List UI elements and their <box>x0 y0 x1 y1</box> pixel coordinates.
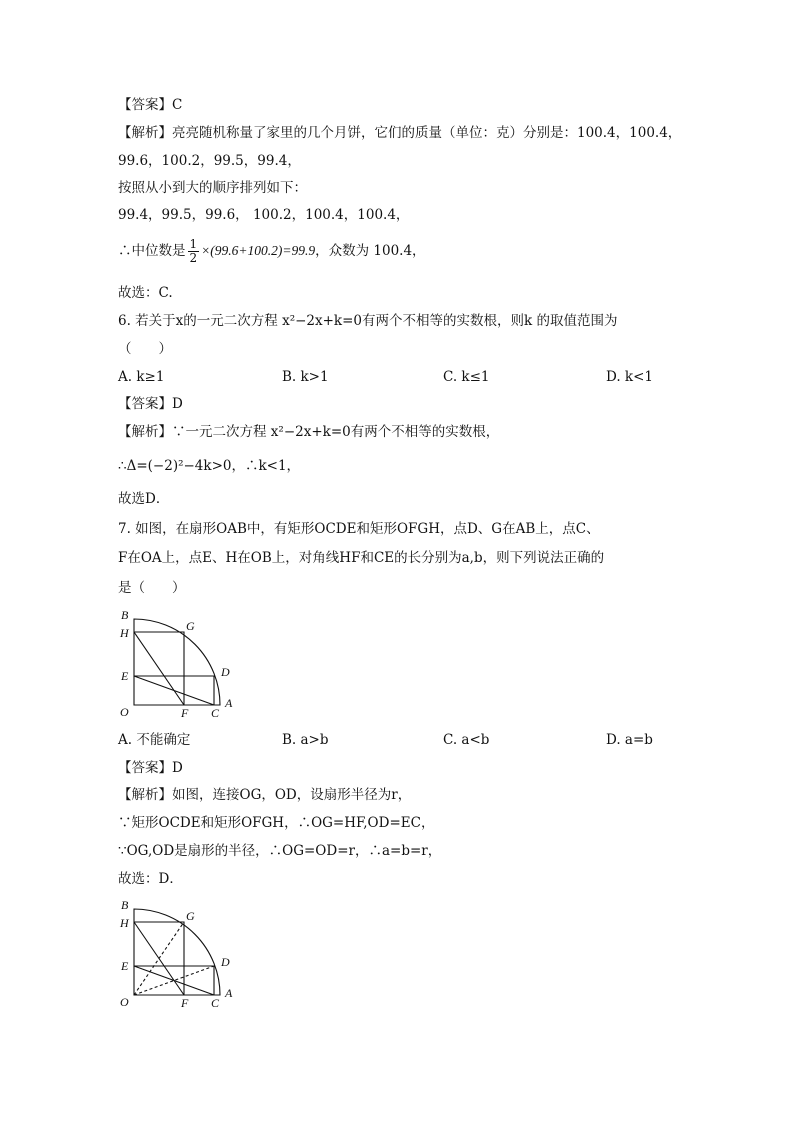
q6-analysis-line-1: 【解析】∵一元二次方程 x²−2x+k=0有两个不相等的实数根， <box>118 424 500 440</box>
median-suffix: ，众数为 100.4， <box>315 243 426 259</box>
q6-conclusion: 故选D． <box>118 491 170 507</box>
label-b: B <box>121 608 129 622</box>
q5-median-line <box>118 236 426 266</box>
q7-stem-line-2: F在OA上，点E、H在OB上，对角线HF和CE的长分别为a,b，则下列说法正确的 <box>118 550 605 566</box>
q7-analysis-line-3: ∵OG,OD是扇形的半径，∴OG=OD=r，∴a=b=r， <box>118 843 442 859</box>
q7-option-a: A. 不能确定 <box>118 732 191 748</box>
q6-answer: 【答案】D <box>118 396 183 412</box>
sector-figure-solution <box>112 894 242 1012</box>
q5-answer: 【答案】C <box>118 97 183 113</box>
label-a: A <box>225 986 233 1000</box>
diagonal-ce <box>134 676 214 705</box>
label-c: C <box>211 996 220 1010</box>
q6-option-a: A. k≥1 <box>118 369 165 385</box>
label-f: F <box>181 706 189 720</box>
diagonal-hf <box>134 632 184 705</box>
fraction-numerator: 1 <box>189 237 198 251</box>
fraction-denominator: 2 <box>189 251 198 265</box>
q7-answer: 【答案】D <box>118 760 183 776</box>
q7-analysis-line-2: ∵矩形OCDE和矩形OFGH，∴OG=HF,OD=EC， <box>118 815 435 831</box>
q7-option-c: C. a<b <box>443 732 490 748</box>
label-b: B <box>121 898 129 912</box>
q6-option-d: D. k<1 <box>606 369 654 385</box>
label-e: E <box>121 669 129 683</box>
q7-stem-line-3: 是（ ） <box>118 580 186 596</box>
label-h: H <box>120 626 129 640</box>
sector-figure-question <box>112 604 242 722</box>
q7-analysis-line-1: 【解析】如图，连接OG，OD，设扇形半径为r， <box>118 787 412 803</box>
label-f: F <box>181 996 189 1010</box>
label-e: E <box>121 959 129 973</box>
label-o: O <box>120 995 129 1009</box>
q7-stem-line-1: 7. 如图，在扇形OAB中，有矩形OCDE和矩形OFGH，点D、G在AB上，点C、 <box>118 521 600 537</box>
label-g: G <box>186 619 195 633</box>
q5-analysis-line-3: 按照从小到大的顺序排列如下： <box>118 180 307 196</box>
q5-analysis-line-1: 【解析】亮亮随机称量了家里的几个月饼，它们的质量（单位：克）分别是：100.4，100.4， <box>118 125 682 141</box>
q5-analysis-line-2: 99.6，100.2，99.5，99.4， <box>118 153 301 169</box>
label-d: D <box>221 665 230 679</box>
median-expression: ×(99.6+100.2)=99.9 <box>201 243 316 258</box>
q5-conclusion: 故选：C. <box>118 285 173 301</box>
label-c: C <box>211 706 220 720</box>
label-a: A <box>225 696 233 710</box>
q6-stem-line-1: 6. 若关于x的一元二次方程 x²−2x+k=0有两个不相等的实数根，则k 的取值范围为 <box>118 313 618 329</box>
q7-option-b: B. a>b <box>282 732 329 748</box>
label-o: O <box>120 705 129 719</box>
median-prefix: ∴中位数是 <box>118 243 186 259</box>
q7-conclusion: 故选：D． <box>118 871 183 887</box>
label-g: G <box>186 909 195 923</box>
fraction-one-half <box>188 238 200 265</box>
q5-analysis-line-4: 99.4，99.5，99.6， 100.2，100.4，100.4， <box>118 207 410 223</box>
q6-option-b: B. k>1 <box>282 369 329 385</box>
q6-stem-line-2: （ ） <box>118 341 172 357</box>
q6-option-c: C. k≤1 <box>443 369 490 385</box>
q7-option-d: D. a=b <box>606 732 653 748</box>
q6-analysis-line-2: ∴Δ=(−2)²−4k>0，∴k<1， <box>118 458 301 474</box>
label-h: H <box>120 916 129 930</box>
label-d: D <box>221 955 230 969</box>
